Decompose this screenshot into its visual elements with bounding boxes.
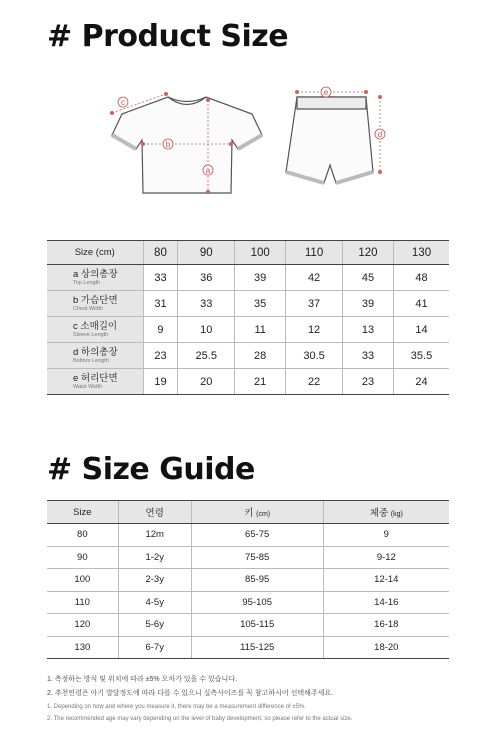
row-label-kr: c 소매길이 [73,320,118,332]
weight-cell: 16-18 [323,614,449,637]
table-row [47,317,449,343]
table-cell: 22 [286,369,343,395]
table-cell: 37 [286,291,343,317]
table-row [47,343,449,369]
height-header [191,501,323,524]
height-cell: 65-75 [191,524,323,547]
table-header-row [47,241,449,265]
table-row [47,369,449,395]
table-cell: 20 [178,369,235,395]
height-cell: 75-85 [191,546,323,569]
row-label-en: Bottom Length [73,357,109,364]
height-cell: 105-115 [191,614,323,637]
weight-header [323,501,449,524]
table-cell: 23 [342,369,393,395]
height-unit: (cm) [256,511,271,518]
size-header: Size [47,501,118,524]
table-cell: 23 [143,343,178,369]
weight-cell: 14-16 [323,591,449,614]
row-label-kr: b 가슴단면 [73,294,118,306]
age-cell: 5-6y [118,614,191,637]
table-cell: 36 [178,265,235,291]
marker-b: b [165,140,171,149]
table-cell: 30.5 [286,343,343,369]
table-cell: 21 [235,369,286,395]
table-row [47,591,449,614]
note-kr-2: 2. 추천연령은 아기 발달정도에 따라 다를 수 있으니 실측사이즈를 꼭 참고하시어 선택해주세요. [47,690,334,697]
height-cell: 115-125 [191,636,323,659]
garment-measurement-diagram [0,0,497,210]
row-label [47,265,143,291]
row-label-kr: d 하의총장 [73,346,118,358]
row-label-en: Chest Width [73,305,103,312]
size-cell: 100 [47,569,118,592]
table-row [47,291,449,317]
size-col-header: 110 [286,241,343,265]
product-size-table [47,240,449,395]
table-cell: 9 [143,317,178,343]
age-cell: 12m [118,524,191,547]
weight-cell: 9-12 [323,546,449,569]
size-cell: 130 [47,636,118,659]
row-label-en: Sleeve Length [73,331,109,338]
age-cell: 4-5y [118,591,191,614]
table-cell: 45 [342,265,393,291]
row-label-kr: a 상의총장 [73,268,118,280]
height-header-label: 키 [244,508,254,519]
marker-d: d [377,130,383,139]
table-cell: 33 [342,343,393,369]
table-cell: 19 [143,369,178,395]
note-en-2: 2. The recommended age may vary depending on the level of baby development, so please refer to the actual size. [47,716,353,722]
weight-header-label: 체중 [369,508,389,519]
table-row [47,569,449,592]
table-cell: 33 [143,265,178,291]
marker-c: c [121,98,125,107]
row-label-en: Waist Width [73,383,103,390]
table-row [47,614,449,637]
note-kr-1: 1. 측정하는 방식 및 위치에 따라 ±5% 오차가 있을 수 있습니다. [47,676,237,683]
age-cell: 2-3y [118,569,191,592]
row-label [47,369,143,395]
size-col-header: 80 [143,241,178,265]
size-cell: 90 [47,546,118,569]
table-cell: 35.5 [394,343,450,369]
size-cell: 80 [47,524,118,547]
table-cell: 14 [394,317,450,343]
size-cell: 120 [47,614,118,637]
table-cell: 41 [394,291,450,317]
table-row [47,524,449,547]
table-cell: 10 [178,317,235,343]
table-cell: 33 [178,291,235,317]
note-en-1: 1. Depending on how and where you measure it, there may be a measurement difference of ±5%. [47,704,306,710]
table-cell: 11 [235,317,286,343]
size-cm-header: Size (cm) [47,241,143,265]
table-header-row [47,501,449,524]
size-cell: 110 [47,591,118,614]
age-header: 연령 [118,501,191,524]
tshirt-illustration [112,97,262,193]
age-cell: 1-2y [118,546,191,569]
table-cell: 42 [286,265,343,291]
row-label-en: Top Length [73,279,101,286]
size-col-header: 100 [235,241,286,265]
row-label [47,317,143,343]
height-cell: 95-105 [191,591,323,614]
weight-cell: 18-20 [323,636,449,659]
row-label [47,343,143,369]
table-cell: 48 [394,265,450,291]
table-cell: 13 [342,317,393,343]
table-row [47,546,449,569]
table-cell: 25.5 [178,343,235,369]
table-row [47,636,449,659]
shorts-illustration [286,97,373,183]
size-guide-table [47,500,449,659]
table-cell: 28 [235,343,286,369]
age-cell: 6-7y [118,636,191,659]
table-cell: 12 [286,317,343,343]
row-label-kr: e 허리단면 [73,372,118,384]
table-cell: 35 [235,291,286,317]
size-col-header: 90 [178,241,235,265]
row-label [47,291,143,317]
product-size-title: # Product Size [47,19,289,54]
weight-cell: 9 [323,524,449,547]
size-guide-title: # Size Guide [47,452,255,487]
table-row [47,265,449,291]
weight-unit: (kg) [390,511,403,518]
table-cell: 39 [342,291,393,317]
marker-a: a [205,166,211,175]
table-cell: 24 [394,369,450,395]
table-cell: 31 [143,291,178,317]
height-cell: 85-95 [191,569,323,592]
table-cell: 39 [235,265,286,291]
marker-e: e [323,88,329,97]
size-col-header: 120 [342,241,393,265]
size-col-header: 130 [394,241,450,265]
weight-cell: 12-14 [323,569,449,592]
